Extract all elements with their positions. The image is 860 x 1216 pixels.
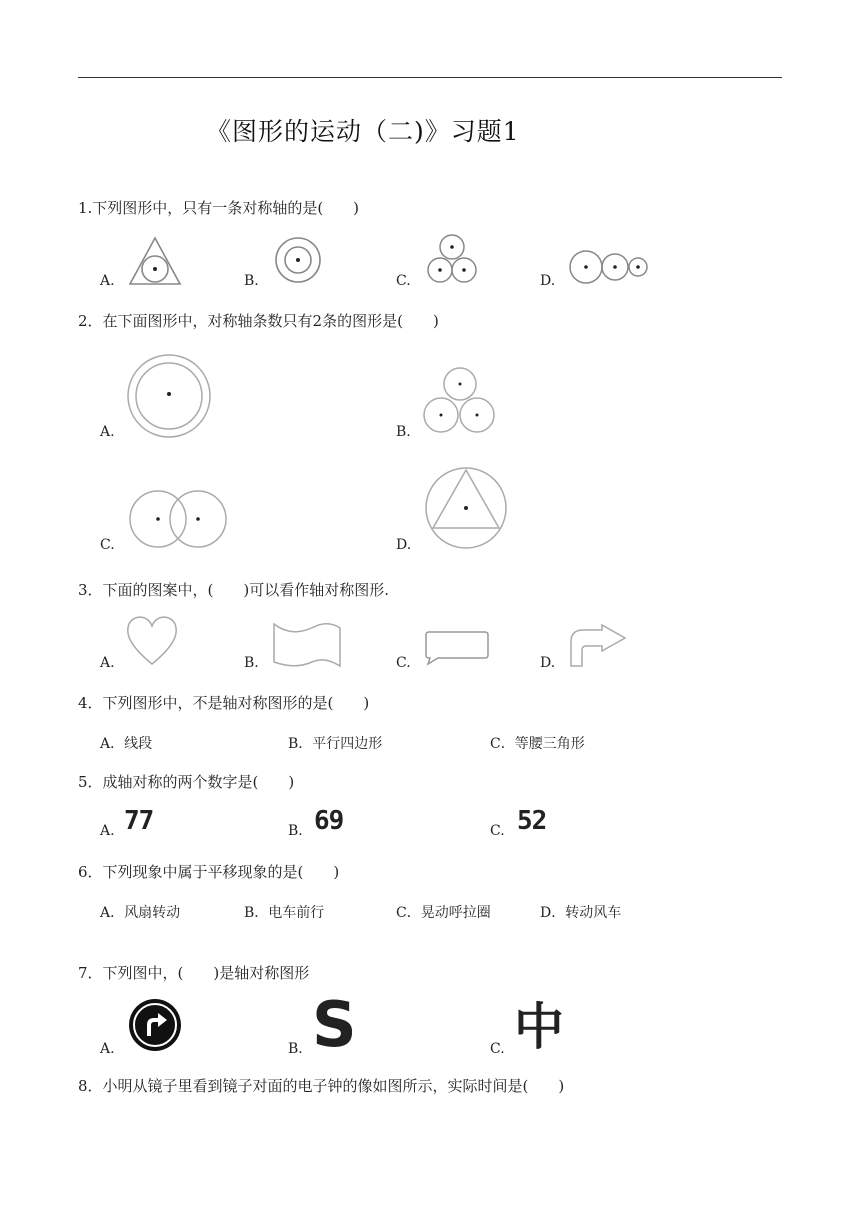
q7-option-b: B.: [288, 1041, 303, 1057]
q2-concentric-circles-figure: [126, 353, 212, 439]
q1-triangle-circle-figure: [128, 236, 182, 288]
q3-option-b: B.: [244, 655, 259, 671]
q3-option-c: C.: [396, 655, 411, 671]
q7-option-c: C.: [490, 1041, 505, 1057]
q5-option-b: B.: [288, 823, 303, 839]
q6-option-a: A．风扇转动: [100, 905, 181, 921]
question-3: 3．下面的图案中，( )可以看作轴对称图形.: [78, 581, 390, 599]
q6-option-d: D．转动风车: [540, 905, 622, 921]
question-7: 7．下列图中，( )是轴对称图形: [78, 964, 310, 982]
q2-option-a: A.: [100, 424, 115, 440]
question-8: 8．小明从镜子里看到镜子对面的电子钟的像如图所示，实际时间是( ): [78, 1077, 565, 1095]
q3-speech-bubble-figure: [424, 630, 490, 666]
q1-concentric-circles-figure: [274, 236, 322, 284]
q7-option-a: A.: [100, 1041, 115, 1057]
q2-option-c: C.: [100, 537, 115, 553]
q3-heart-figure: [124, 612, 180, 668]
page-title: 《图形的运动（二)》习题1: [206, 117, 520, 146]
header-rule: [78, 77, 782, 78]
q1-row-circles-figure: [568, 250, 652, 284]
question-4: 4．下列图形中，不是轴对称图形的是( ): [78, 694, 370, 712]
q2-three-circles-figure: [422, 366, 498, 436]
q5-digits-c: 52: [517, 806, 547, 836]
q5-option-a: A.: [100, 823, 115, 839]
q2-option-d: D.: [396, 537, 412, 553]
q6-option-c: C．晃动呼拉圈: [396, 905, 491, 921]
q3-option-d: D.: [540, 655, 556, 671]
q3-option-a: A.: [100, 655, 115, 671]
q2-triangle-in-circle-figure: [424, 466, 508, 550]
q3-flag-figure: [272, 622, 342, 668]
q5-digits-b: 69: [314, 806, 344, 836]
q1-option-a: A.: [100, 273, 115, 289]
q1-option-c: C.: [396, 273, 411, 289]
question-1: 1.下列图形中，只有一条对称轴的是( ): [78, 199, 360, 217]
q4-option-b: B．平行四边形: [288, 736, 383, 752]
question-5: 5．成轴对称的两个数字是( ): [78, 773, 295, 791]
q6-option-b: B．电车前行: [244, 905, 325, 921]
q3-turn-arrow-figure: [568, 624, 628, 668]
q7-turn-right-sign-icon: [128, 998, 182, 1052]
q4-option-c: C．等腰三角形: [490, 736, 585, 752]
q2-overlapping-circles-figure: [128, 489, 228, 549]
q5-option-c: C.: [490, 823, 505, 839]
q5-digits-a: 77: [124, 806, 154, 836]
q4-option-a: A．线段: [100, 736, 153, 752]
q7-letter-s: S: [312, 988, 357, 1061]
question-2: 2．在下面图形中，对称轴条数只有2条的图形是( ): [78, 312, 439, 330]
q1-option-b: B.: [244, 273, 259, 289]
q7-character-zhong: 中: [514, 998, 564, 1056]
question-6: 6．下列现象中属于平移现象的是( ): [78, 863, 340, 881]
q1-option-d: D.: [540, 273, 556, 289]
q1-three-circles-figure: [422, 233, 482, 285]
q2-option-b: B.: [396, 424, 411, 440]
